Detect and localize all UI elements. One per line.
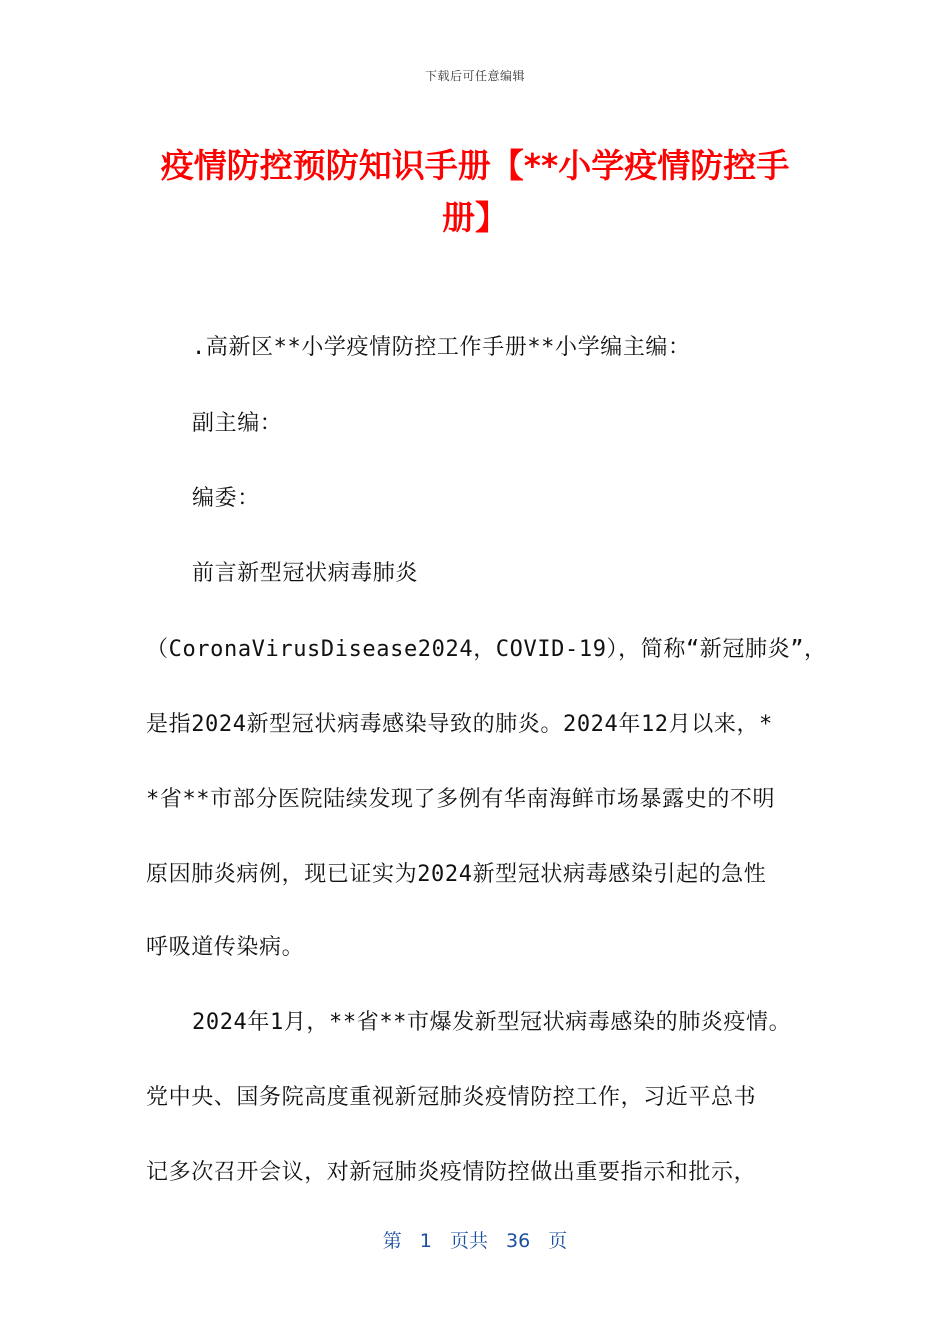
footer-page-suffix: 页: [548, 1230, 568, 1252]
body-line-1: .高新区**小学疫情防控工作手册**小学编主编：: [192, 335, 691, 360]
body-line-9: 呼吸道传染病。: [146, 935, 305, 960]
body-line-3: 编委：: [192, 486, 260, 511]
body-line-7: *省**市部分医院陆续发现了多例有华南海鲜市场暴露史的不明: [146, 787, 776, 812]
footer-page-number: 1: [419, 1230, 432, 1252]
body-line-11: 党中央、国务院高度重视新冠肺炎疫情防控工作，习近平总书: [146, 1085, 757, 1110]
footer-page-mid: 页共: [449, 1230, 488, 1252]
body-line-2: 副主编：: [192, 411, 283, 436]
footer-page-prefix: 第: [382, 1230, 402, 1252]
body-line-8: 原因肺炎病例，现已证实为2024新型冠状病毒感染引起的急性: [146, 862, 767, 887]
header-note: 下载后可任意编辑: [424, 69, 525, 83]
body-line-12: 记多次召开会议，对新冠肺炎疫情防控做出重要指示和批示，: [146, 1160, 757, 1185]
body-line-5: （CoronaVirusDisease2024，COVID-19），简称“新冠肺炎”，: [146, 637, 827, 662]
document-title: 疫情防控预防知识手册【**小学疫情防控手册】: [160, 146, 790, 237]
footer-page-total: 36: [506, 1230, 531, 1252]
body-line-4: 前言新型冠状病毒肺炎: [192, 561, 419, 586]
body-line-10: 2024年1月，**省**市爆发新型冠状病毒感染的肺炎疫情。: [192, 1010, 792, 1035]
page-footer: [0, 1226, 950, 1253]
body-line-6: 是指2024新型冠状病毒感染导致的肺炎。2024年12月以来，*: [146, 712, 773, 737]
